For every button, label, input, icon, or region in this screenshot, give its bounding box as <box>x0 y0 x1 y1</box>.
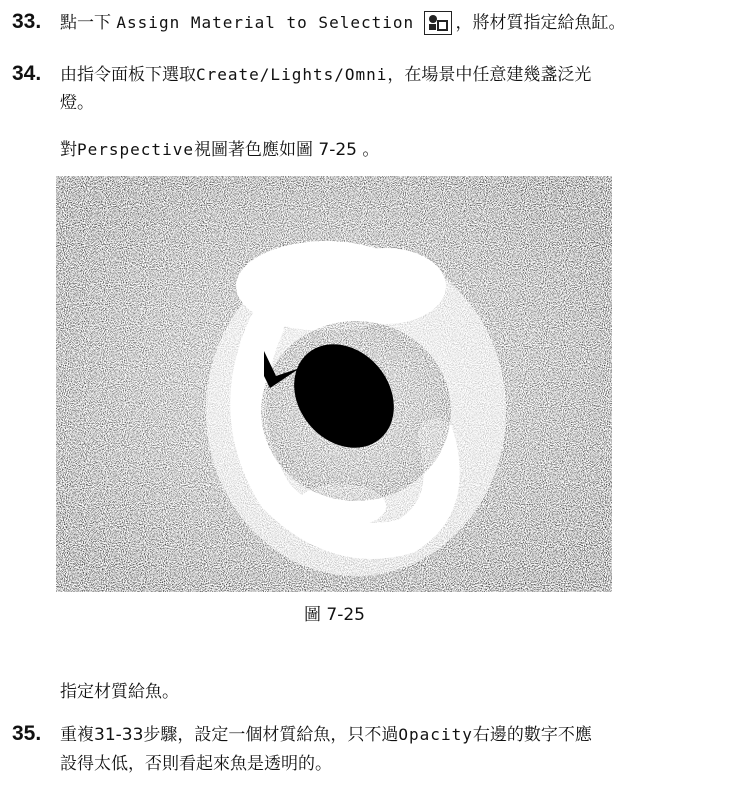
bowl-rim-right <box>326 248 446 324</box>
step-34 <box>12 60 591 89</box>
step-number: 33. <box>12 10 42 33</box>
command-name: Create/Lights/Omni <box>196 65 388 84</box>
assign-material-icon <box>424 11 452 35</box>
assign-note: 指定材質給魚。 <box>60 682 179 702</box>
command-name: Assign Material to Selection <box>116 13 415 32</box>
step-text-after: 右邊的數字不應 <box>472 725 592 745</box>
step-34-line2: 燈。 <box>60 93 94 113</box>
note-text-after: 視圖著色應如圖 7-25 。 <box>193 140 380 160</box>
parameter-name: Opacity <box>398 725 473 744</box>
step-35 <box>12 720 592 749</box>
step-35-line2: 設得太低，否則看起來魚是透明的。 <box>60 754 332 774</box>
step-number: 34. <box>12 62 42 85</box>
step-number: 35. <box>12 722 42 745</box>
step-text-after: ，在場景中任意建幾盞泛光 <box>387 65 592 85</box>
rendered-perspective-view <box>56 176 612 592</box>
step-text: 由指令面板下選取 <box>60 65 196 85</box>
step-text: 重複31-33步驟，設定一個材質給魚，只不過 <box>60 725 399 745</box>
step-text-after: ，將材質指定給魚缸。 <box>455 13 626 33</box>
figure-caption: 圖 7-25 <box>304 605 365 625</box>
note-text: 對 <box>60 140 77 160</box>
step-text: 點一下 <box>60 13 111 33</box>
step-33 <box>12 8 626 37</box>
viewport-name: Perspective <box>77 140 194 159</box>
perspective-note <box>60 136 379 164</box>
